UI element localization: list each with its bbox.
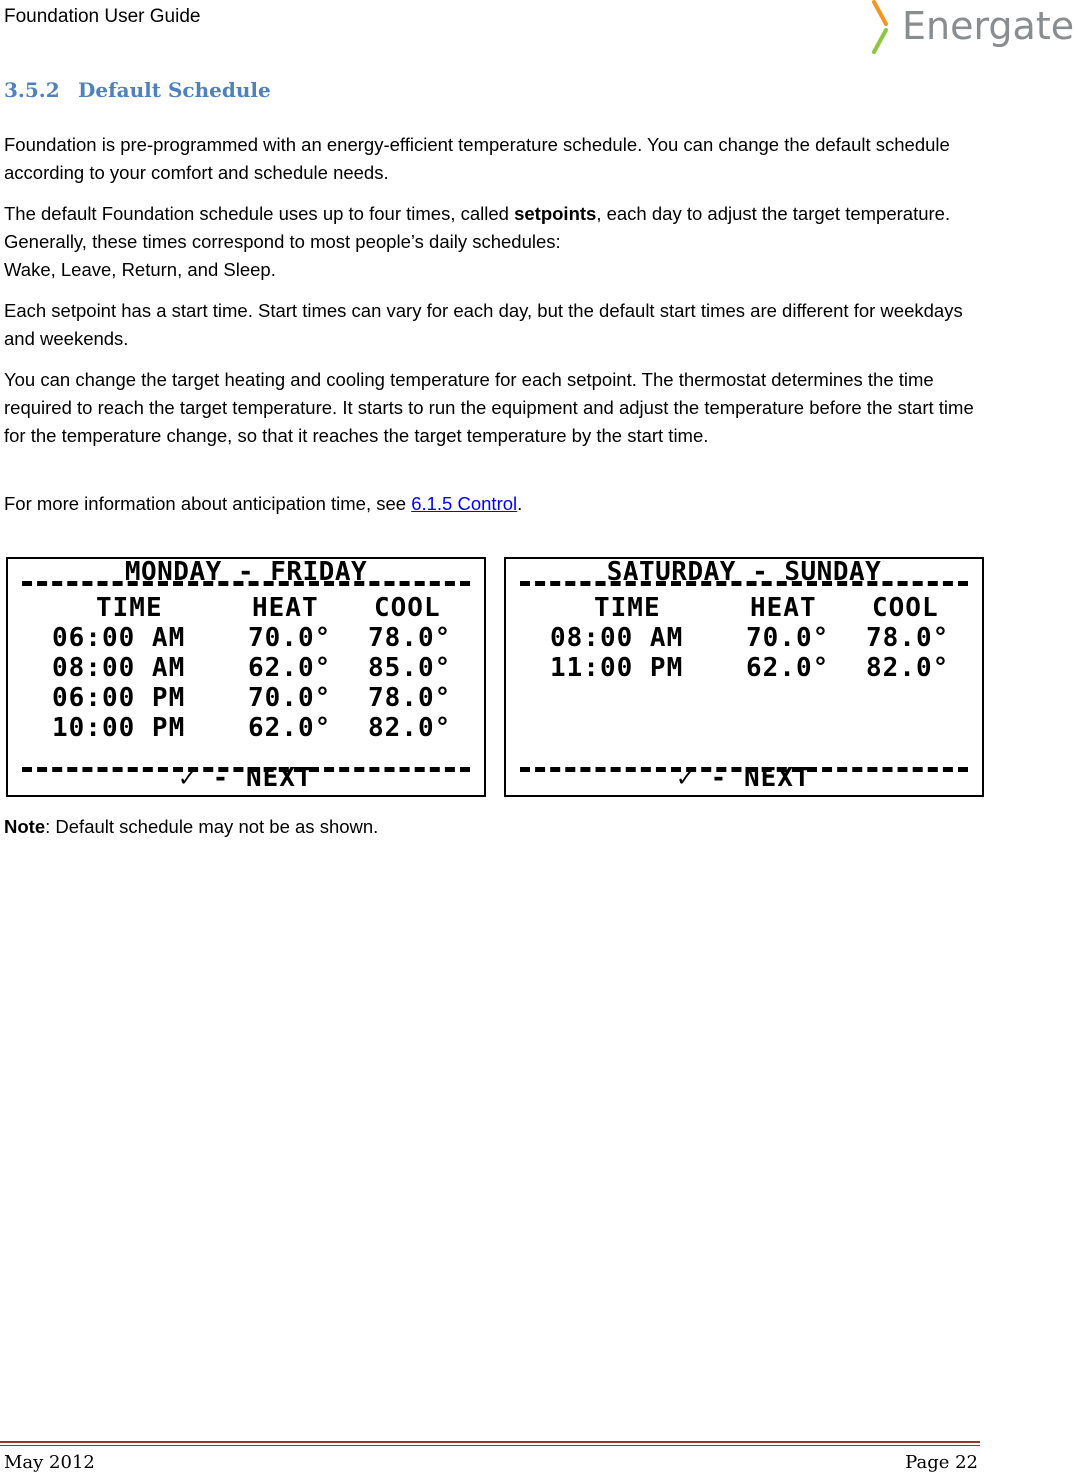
setpoint-time: 11:00 PM: [550, 653, 684, 683]
footer-rule-thin: [0, 1445, 980, 1446]
paragraph-target-temp: You can change the target heating and cooling temperature for each setpoint. The thermostat determines the time required to reach the target temperature. It starts to run the equipment and adjust the temperature before the start time for the temperature change, so that it reaches the target temperature by the start time.: [4, 369, 974, 446]
setpoint-cool: 82.0°: [368, 713, 452, 743]
more-info-period: .: [517, 493, 523, 514]
schedule-header-row: [506, 593, 982, 623]
setpoint-heat: 62.0°: [746, 653, 830, 683]
schedule-title: SATURDAY - SUNDAY: [606, 557, 882, 587]
setpoint-time: 06:00 AM: [52, 623, 186, 653]
paragraph-setpoints-text: The default Foundation schedule uses up to four times, called: [4, 203, 515, 224]
setpoint-heat: 70.0°: [248, 623, 332, 653]
setpoint-cool: 78.0°: [368, 683, 452, 713]
footer-date: May 2012: [4, 1452, 95, 1473]
schedule-title: MONDAY - FRIDAY: [124, 557, 368, 587]
setpoint-heat: 62.0°: [248, 713, 332, 743]
note: [4, 816, 378, 838]
section-title: Default Schedule: [78, 78, 271, 102]
section-heading: [4, 78, 271, 102]
paragraph-setpoints-text-end: , each day to adjust the target temperature. Generally, these times correspond to most people’s daily schedules:: [4, 203, 951, 252]
setpoint-time: 08:00 AM: [52, 653, 186, 683]
section-number: 3.5.2: [4, 78, 60, 102]
document-title: Foundation User Guide: [4, 6, 201, 27]
note-text: : Default schedule may not be as shown.: [45, 816, 379, 837]
setpoint-time: 10:00 PM: [52, 713, 186, 743]
schedule-header-row: [8, 593, 484, 623]
control-section-link[interactable]: 6.1.5 Control: [411, 493, 518, 514]
paragraph-setpoints-list: Wake, Leave, Return, and Sleep.: [4, 259, 276, 280]
more-info-text: For more information about anticipation time, see: [4, 493, 412, 514]
setpoints-term: setpoints: [514, 203, 597, 224]
column-header-time: TIME: [594, 593, 661, 623]
footer-rule: [0, 1441, 980, 1443]
weekday-schedule-screen: [6, 557, 486, 797]
divider-line: [22, 581, 470, 586]
logo-chevron-icon: [868, 0, 904, 56]
schedule-row: [8, 653, 484, 683]
energate-logo: [868, 0, 1074, 56]
schedule-row: [506, 653, 982, 683]
setpoint-cool: 78.0°: [368, 623, 452, 653]
setpoint-time: 08:00 AM: [550, 623, 684, 653]
schedule-table: [506, 593, 982, 683]
paragraph-setpoints: [4, 200, 994, 284]
page-number: Page 22: [905, 1452, 978, 1473]
setpoint-time: 06:00 PM: [52, 683, 186, 713]
column-header-heat: HEAT: [252, 593, 319, 623]
setpoint-heat: 62.0°: [248, 653, 332, 683]
paragraph-start-times: Each setpoint has a start time. Start times can vary for each day, but the default start times are different for weekdays and weekends.: [4, 300, 963, 349]
setpoint-cool: 85.0°: [368, 653, 452, 683]
divider-line: [520, 581, 968, 586]
schedule-row: [506, 623, 982, 653]
column-header-heat: HEAT: [750, 593, 817, 623]
setpoint-heat: 70.0°: [248, 683, 332, 713]
schedule-row: [8, 713, 484, 743]
column-header-time: TIME: [96, 593, 163, 623]
schedule-table: [8, 593, 484, 743]
setpoint-cool: 78.0°: [866, 623, 950, 653]
schedule-row: [8, 623, 484, 653]
paragraph-more-info: [4, 490, 994, 518]
column-header-cool: COOL: [374, 593, 441, 623]
setpoint-heat: 70.0°: [746, 623, 830, 653]
column-header-cool: COOL: [872, 593, 939, 623]
paragraph-intro: Foundation is pre-programmed with an energy-efficient temperature schedule. You can change the default schedule according to your comfort and schedule needs.: [4, 134, 950, 183]
weekend-schedule-screen: [504, 557, 984, 797]
setpoint-cool: 82.0°: [866, 653, 950, 683]
next-prompt: ✓ - NEXT: [677, 763, 811, 793]
note-label: Note: [4, 816, 46, 837]
next-prompt: ✓ - NEXT: [179, 763, 313, 793]
logo-wordmark: Energate: [902, 4, 1074, 48]
schedule-row: [8, 683, 484, 713]
